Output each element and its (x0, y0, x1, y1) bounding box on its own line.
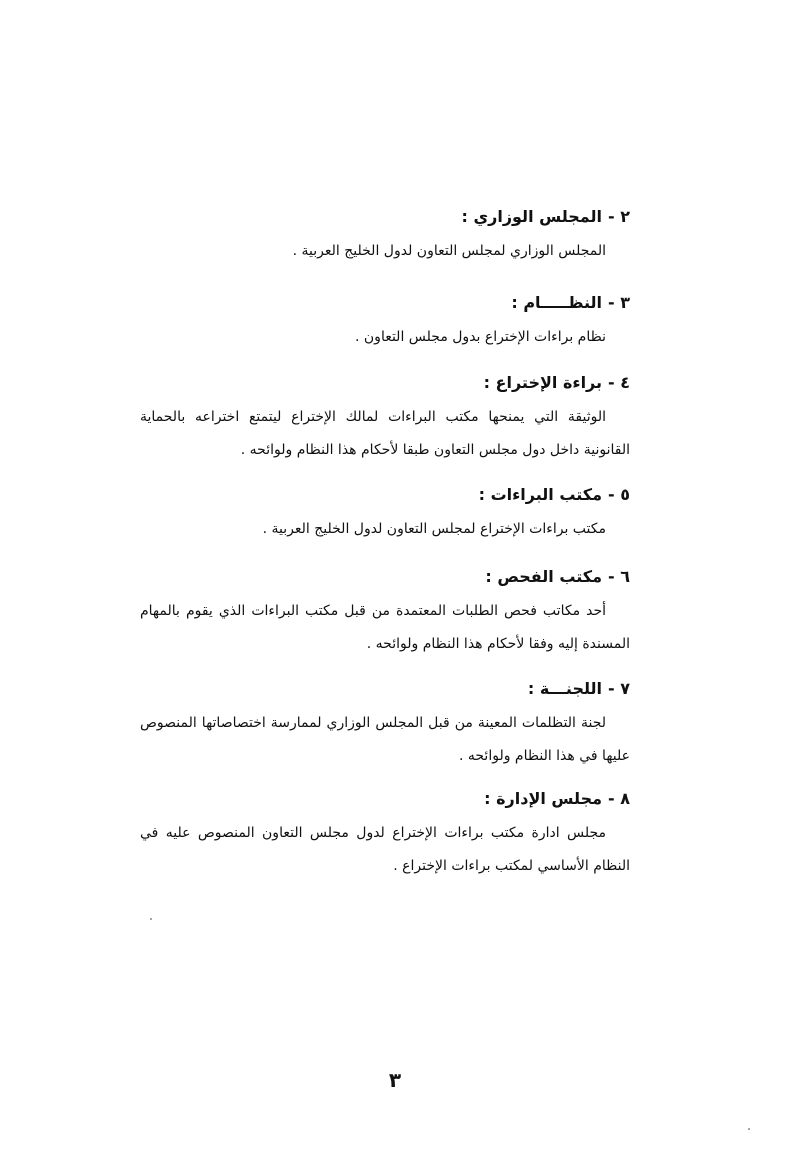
section-heading (140, 483, 630, 507)
section-body: مجلس ادارة مكتب براءات الإختراع لدول مجلس التعاون المنصوص عليه في النظام الأساسي لمكتب براءات الإختراع . (140, 825, 630, 874)
page-number: ٣ (388, 1068, 402, 1092)
definition-committee (140, 677, 630, 787)
section-body: مكتب براءات الإختراع لمجلس التعاون لدول الخليج العربية . (262, 521, 606, 537)
definitions-list (140, 205, 630, 887)
section-body: أحد مكاتب فحص الطلبات المعتمدة من قبل مكتب البراءات الذي يقوم بالمهام المسندة إليه وفقا لأحكام هذا النظام ولوائحه . (140, 603, 630, 652)
section-title: النظـــــام : (511, 293, 603, 312)
section-title: اللجنـــة : (527, 679, 603, 698)
section-number: ٢ - (608, 207, 630, 226)
definition-board (140, 787, 630, 887)
scan-speck (150, 918, 152, 920)
section-number: ٧ - (608, 679, 630, 698)
section-body: الوثيقة التي يمنحها مكتب البراءات لمالك الإختراع ليتمتع اختراعه بالحماية القانونية داخل دول مجلس التعاون طبقا لأحكام هذا النظام ولوائحه . (140, 409, 630, 458)
definition-examination-office (140, 565, 630, 677)
section-heading (140, 677, 630, 701)
section-heading (140, 371, 630, 395)
section-number: ٦ - (608, 567, 630, 586)
section-number: ٥ - (608, 485, 630, 504)
definition-system (140, 291, 630, 371)
section-heading (140, 565, 630, 589)
section-title: مكتب البراءات : (478, 485, 603, 504)
section-number: ٣ - (608, 293, 630, 312)
scan-speck (748, 1128, 750, 1130)
section-number: ٤ - (608, 373, 630, 392)
section-heading (140, 291, 630, 315)
section-body: نظام براءات الإختراع بدول مجلس التعاون . (355, 329, 606, 345)
section-title: المجلس الوزاري : (461, 207, 603, 226)
definition-patent-office (140, 483, 630, 565)
section-title: مكتب الفحص : (485, 567, 603, 586)
section-title: براءة الإختراع : (483, 373, 603, 392)
section-heading (140, 205, 630, 229)
definition-ministerial-council (140, 205, 630, 291)
section-number: ٨ - (608, 789, 630, 808)
definition-patent (140, 371, 630, 483)
section-body: المجلس الوزاري لمجلس التعاون لدول الخليج العربية . (292, 243, 606, 259)
section-title: مجلس الإدارة : (484, 789, 603, 808)
section-heading (140, 787, 630, 811)
section-body: لجنة التظلمات المعينة من قبل المجلس الوزاري لممارسة اختصاصاتها المنصوص عليها في هذا النظام ولوائحه . (140, 715, 630, 764)
